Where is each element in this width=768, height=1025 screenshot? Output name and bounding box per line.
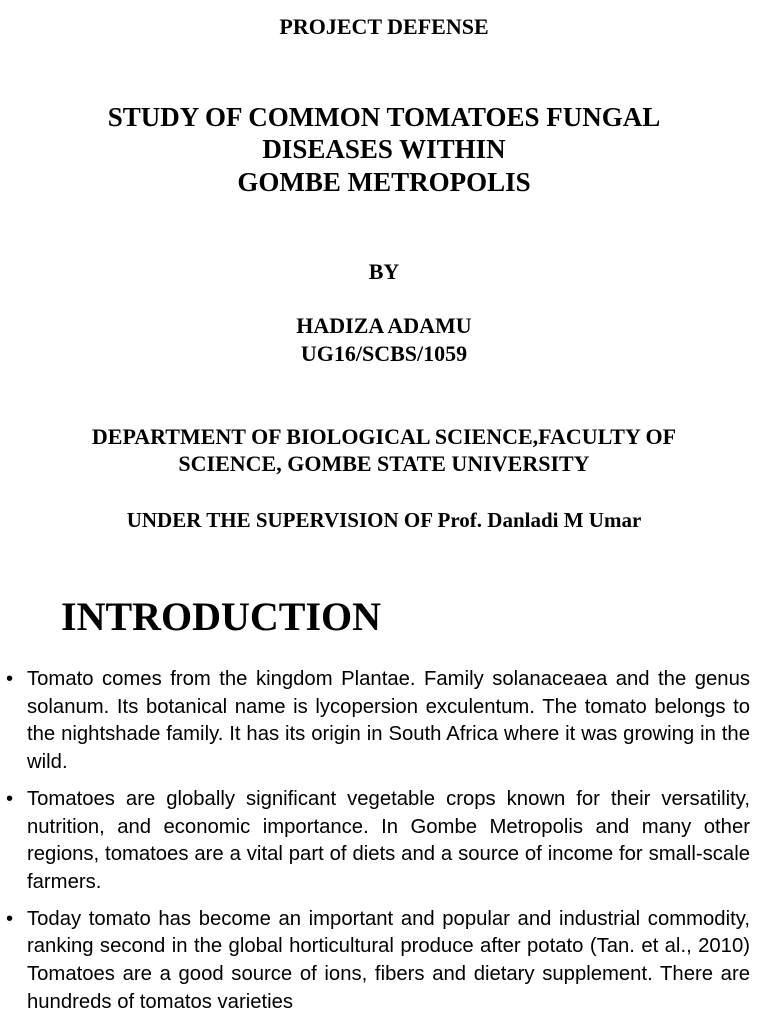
introduction-title: INTRODUCTION: [61, 594, 382, 639]
project-title-line-1: STUDY OF COMMON TOMATOES FUNGAL: [107, 102, 661, 132]
department-line-1: DEPARTMENT OF BIOLOGICAL SCIENCE,FACULTY OF: [91, 424, 677, 449]
bullet-dot-icon: •: [6, 907, 14, 930]
slide-heading: PROJECT DEFENSE: [279, 14, 489, 39]
project-title-line-3: GOMBE METROPOLIS: [237, 167, 531, 197]
introduction-bullet-list: [0, 666, 768, 1025]
by-label: BY: [368, 259, 400, 284]
department-line-2: SCIENCE, GOMBE STATE UNIVERSITY: [178, 451, 590, 476]
bullet-item-origin: [0, 666, 768, 777]
registration-number: UG16/SCBS/1059: [300, 341, 468, 366]
bullet-dot-icon: •: [6, 787, 14, 810]
bullet-dot-icon: •: [6, 668, 14, 690]
introduction-slide: [0, 570, 768, 1024]
author-name: HADIZA ADAMU: [296, 313, 472, 338]
supervision-line: UNDER THE SUPERVISION OF Prof. Danladi M Umar: [126, 508, 642, 532]
project-title-line-2: DISEASES WITHIN: [262, 134, 506, 164]
bullet-text-origin: Tomato comes from the kingdom Plantae. Family solanaceaea and the genus solanum. Its botanical name is lycopersion exculentum. The tomato belongs to the nightshade family. It has its origin in South Africa where it was growing in the wild.: [27, 668, 750, 774]
bullet-item-commodity: [0, 906, 768, 1017]
bullet-text-commodity: Today tomato has become an important and popular and industrial commodity, ranking second in the global horticultural produce after potato (Tan. et al., 2010) Tomatoes are a good source of ions, fibers and dietary supplement. There are hundreds of tomatos varieties: [27, 907, 750, 1013]
bullet-text-significance: Tomatoes are globally significant vegetable crops known for their versatility, nutrition, and economic importance. In Gombe Metropolis and many other regions, tomatoes are a vital part of diets and a source of income for small-scale farmers.: [27, 787, 750, 893]
bullet-item-significance: [0, 786, 768, 897]
